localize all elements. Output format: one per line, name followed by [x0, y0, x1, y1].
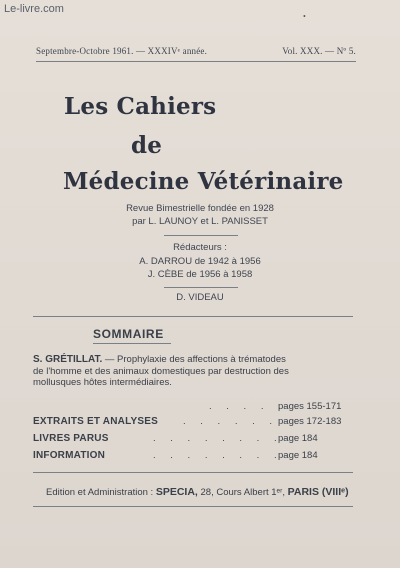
section-rule-top: [33, 316, 353, 317]
article-author: S. GRÉTILLAT.: [33, 354, 103, 365]
publisher-name: SPECIA,: [155, 486, 198, 498]
section-rule-bottom: [33, 472, 353, 473]
header-rule: [36, 61, 356, 62]
foundation-line-2: par L. LAUNOY et L. PANISSET: [132, 216, 268, 227]
watermark: Le-livre.com: [4, 3, 64, 15]
toc-entry-label: INFORMATION: [33, 450, 106, 461]
toc-entry: EXTRAITS ET ANALYSES . . . . . . pages 172-183: [33, 416, 342, 427]
editors-rule: [164, 287, 238, 288]
toc-entry-label: EXTRAITS ET ANALYSES: [33, 416, 158, 427]
sommaire-heading: SOMMAIRE: [93, 327, 164, 341]
editor-item-1: A. DARROU de 1942 à 1956: [139, 256, 261, 267]
document-page: Le-livre.com • Septembre-Octobre 1961. — XXXIVᵉ année. Vol. XXX. — Nº 5. Les Cahiers de Médecine Vétérinaire Revue Bimestrielle fondée en 1928 par L. LAUNOY et L. PANISSET Rédacteurs : A. DARROU de 1942 à 1956 J. CÈBE de 1956 à 1958 D. VIDEAU SOMMAIRE S. GRÉTILLAT. — Prophylaxie des affections à trématodes de l'homme et des animaux domestiques par destruction des mollusques hôtes intermédiaires. . . . . . pages 155-171 EXTRAITS ET ANALYSES . . . . . . pages 172-183 LIVRES PARUS . . . . . . . . page 184 INFORMATION . . . . . . . . page 184 Edition et Administration : SPECIA, 28, Cours Albert 1ᵉʳ, PARIS (VIIIᵉ): [0, 0, 400, 568]
footer-rule: [33, 506, 353, 507]
speck: •: [303, 12, 306, 21]
publisher-prefix: Edition et Administration :: [46, 487, 154, 498]
editors-label: Rédacteurs :: [173, 242, 227, 253]
toc-entry-label: LIVRES PARUS: [33, 433, 109, 444]
editor-item-2: J. CÈBE de 1956 à 1958: [147, 269, 253, 280]
publisher-address: 28, Cours Albert 1ᵉʳ,: [200, 487, 285, 498]
toc-entry-pages: page 184: [278, 433, 318, 444]
foundation-rule: [164, 235, 238, 236]
toc-entry: INFORMATION . . . . . . . . page 184: [33, 450, 318, 461]
title-line-2: de: [131, 132, 163, 159]
article-description: — Prophylaxie des affections à trématodes de l'homme et des animaux domestiques par destruction des mollusques hôtes intermédiaires.: [33, 354, 289, 388]
toc-entry: LIVRES PARUS . . . . . . . . page 184: [33, 433, 318, 444]
article-entry: [33, 354, 293, 389]
issue-volume: Vol. XXX. — Nº 5.: [282, 46, 356, 56]
title-line-1: Les Cahiers: [64, 93, 217, 120]
publisher-line: [46, 486, 349, 498]
issue-date: Septembre-Octobre 1961. — XXXIVᵉ année.: [36, 46, 208, 56]
title-line-3: Médecine Vétérinaire: [63, 168, 344, 195]
toc-entry-pages: pages 172-183: [278, 416, 342, 427]
foundation-line-1: Revue Bimestrielle fondée en 1928: [126, 203, 274, 214]
publisher-city: PARIS (VIIIᵉ): [287, 486, 349, 498]
editor-current: D. VIDEAU: [176, 292, 224, 303]
toc-entry-pages: page 184: [278, 450, 318, 461]
article-pages: pages 155-171: [278, 401, 342, 412]
issue-header: [36, 46, 356, 56]
sommaire-underline: [93, 343, 171, 344]
